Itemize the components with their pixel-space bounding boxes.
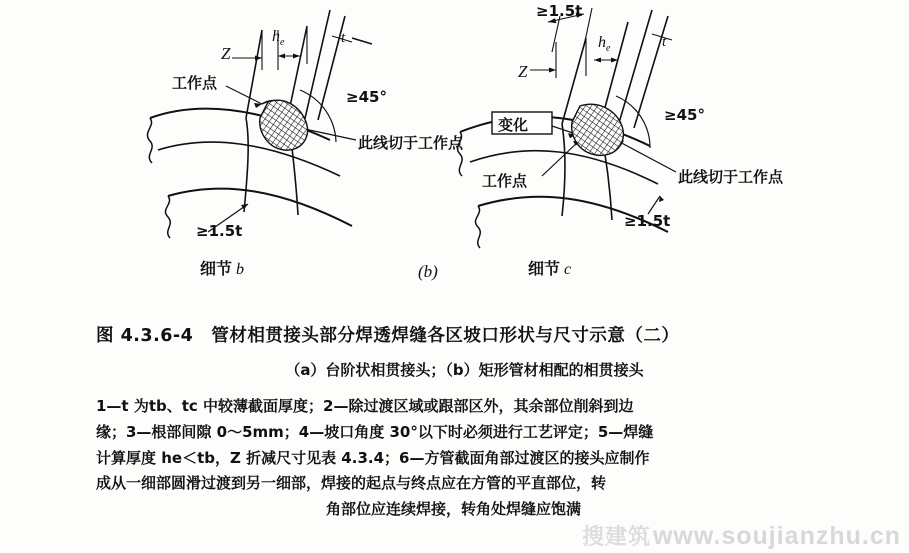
figure-caption-title: 图 4.3.6-4 管材相贯接头部分焊透焊缝各区坡口形状与尺寸示意（二） [96, 326, 680, 346]
right-label-he-sub: e [606, 43, 611, 55]
watermark [582, 520, 901, 551]
left-label-1-5t: ≥1.5t [196, 222, 243, 240]
right-label-angle-45: ≥45° [664, 106, 705, 124]
right-label-z: Z [518, 62, 528, 81]
right-detail-word: 细节 [528, 259, 561, 278]
note-line: 计算厚度 he＜tb，Z 折减尺寸见表 4.3.4；6—方管截面角部过渡区的接头应制作 [96, 448, 650, 467]
left-label-he-sub: e [280, 37, 285, 49]
figure-notes [0, 394, 909, 523]
left-label-tangent-note: 此线切于工作点 [358, 134, 464, 152]
left-detail-letter: b [236, 261, 245, 278]
left-label-he [272, 28, 284, 48]
right-label-detail-name [528, 256, 571, 279]
note-line: 缘；3—根部间隙 0～5mm；4—坡口角度 30°以下时必须进行工艺评定；5—焊缝 [96, 422, 654, 441]
watermark-cn-text: 搜建筑 [581, 525, 651, 550]
right-label-change: 变化 [498, 116, 529, 134]
right-label-he-main: h [598, 34, 606, 51]
right-label-work-point: 工作点 [482, 172, 528, 190]
note-line: 1—t 为tb、tc 中较薄截面厚度；2—除过渡区域或跟部区外，其余部位削斜到边 [96, 397, 634, 415]
left-label-angle-45: ≥45° [346, 88, 387, 106]
watermark-url-text: www.soujianzhu.cn [652, 522, 901, 550]
right-label-1-5t-bottom: ≥1.5t [624, 212, 671, 230]
left-label-z: Z [221, 44, 231, 63]
right-detail-letter: c [564, 261, 572, 278]
caption-block [0, 322, 909, 523]
left-label-work-point: 工作点 [172, 74, 218, 92]
note-line: 成从一细部圆滑过渡到另一细部，焊接的起点与终点应在方管的平直部位，转 [96, 474, 607, 493]
note-line: 角部位应连续焊接，转角处焊缝应饱满 [325, 500, 581, 519]
left-label-t: t [341, 30, 346, 46]
left-label-detail-name [200, 256, 244, 279]
right-label-he [598, 34, 610, 54]
figure-caption-subtitle: （a）台阶状相贯接头；（b）矩形管材相配的相贯接头 [285, 361, 644, 379]
left-detail-word: 细节 [200, 259, 233, 278]
right-label-tangent-note: 此线切于工作点 [678, 168, 784, 186]
sub-figure-label: (b) [418, 262, 438, 281]
left-detail-drawing [147, 10, 372, 238]
right-label-1-5t-top: ≥1.5t [536, 2, 583, 20]
left-label-he-main: h [272, 28, 280, 45]
right-label-t: t [662, 34, 667, 50]
